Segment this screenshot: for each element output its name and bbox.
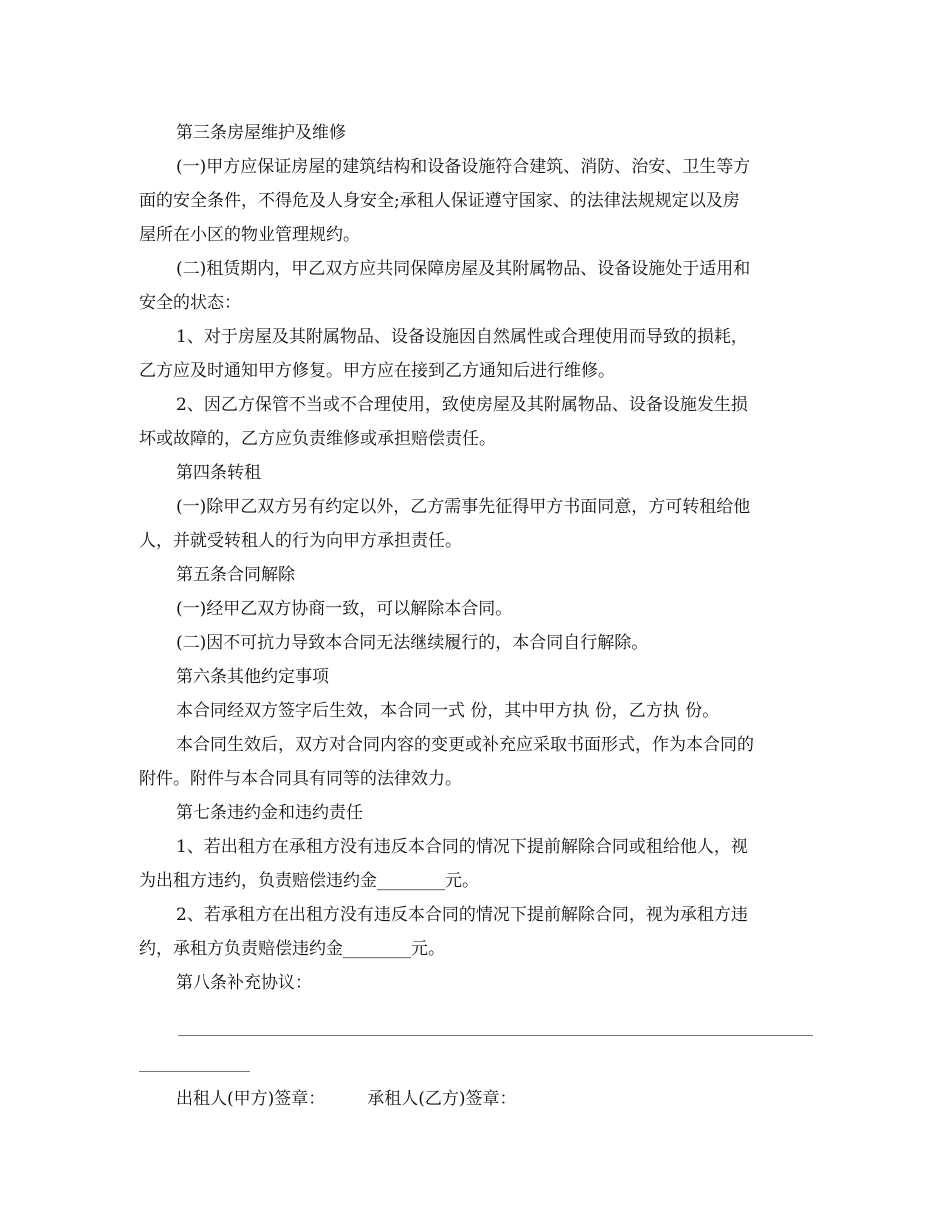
paragraph-line: 附件。附件与本合同具有同等的法律效力。 — [139, 769, 462, 789]
tenant-signature-label: 承租人(乙方)签章： — [367, 1089, 517, 1109]
paragraph-line: 2、若承租方在出租方没有违反本合同的情况下提前解除合同，视为承租方违 — [176, 905, 748, 925]
paragraph-line: 坏或故障的，乙方应负责维修或承担赔偿责任。 — [139, 429, 496, 449]
paragraph-line: (一)甲方应保证房屋的建筑结构和设备设施符合建筑、消防、治安、卫生等方 — [176, 157, 751, 177]
article-8-heading: 第八条补充协议： — [176, 973, 312, 993]
article-6-heading: 第六条其他约定事项 — [176, 667, 329, 687]
paragraph-line: 本合同生效后，双方对合同内容的变更或补充应采取书面形式，作为本合同的 — [176, 735, 754, 755]
paragraph-line: 为出租方违约，负责赔偿违约金________元。 — [139, 871, 479, 891]
paragraph-line: (二)租赁期内，甲乙双方应共同保障房屋及其附属物品、设备设施处于适用和 — [176, 259, 751, 279]
contract-body — [139, 116, 813, 1000]
paragraph-line: 2、因乙方保管不当或不合理使用，致使房屋及其附属物品、设备设施发生损 — [176, 395, 748, 415]
paragraph-line: (二)因不可抗力导致本合同无法继续履行的，本合同自行解除。 — [176, 633, 649, 653]
paragraph-line: 屋所在小区的物业管理规约。 — [139, 225, 360, 245]
article-5-heading: 第五条合同解除 — [176, 565, 295, 585]
landlord-signature-label: 出租人(甲方)签章： — [176, 1089, 326, 1109]
article-3-heading: 第三条房屋维护及维修 — [176, 123, 346, 143]
signature-row — [176, 1082, 517, 1116]
article-4-heading: 第四条转租 — [176, 463, 261, 483]
paragraph-line: 安全的状态： — [139, 293, 241, 313]
paragraph-line: 本合同经双方签字后生效，本合同一式 份，其中甲方执 份，乙方执 份。 — [176, 701, 720, 721]
paragraph-line: 面的安全条件，不得危及人身安全;承租人保证遵守国家、的法律法规规定以及房 — [139, 191, 740, 211]
paragraph-line: 人，并就受转租人的行为向甲方承担责任。 — [139, 531, 462, 551]
paragraph-line: 约，承租方负责赔偿违约金________元。 — [139, 939, 445, 959]
paragraph-line: 乙方应及时通知甲方修复。甲方应在接到乙方通知后进行维修。 — [139, 361, 615, 381]
paragraph-line: 1、若出租方在承租方没有违反本合同的情况下提前解除合同或租给他人，视 — [176, 837, 748, 857]
supplement-blank-line-end — [139, 1071, 250, 1072]
paragraph-line: (一)经甲乙双方协商一致，可以解除本合同。 — [176, 599, 513, 619]
paragraph-line: (一)除甲乙双方另有约定以外，乙方需事先征得甲方书面同意，方可转租给他 — [176, 497, 751, 517]
article-7-heading: 第七条违约金和违约责任 — [176, 803, 363, 823]
supplement-blank-line — [178, 1035, 813, 1036]
paragraph-line: 1、对于房屋及其附属物品、设备设施因自然属性或合理使用而导致的损耗， — [176, 327, 748, 347]
